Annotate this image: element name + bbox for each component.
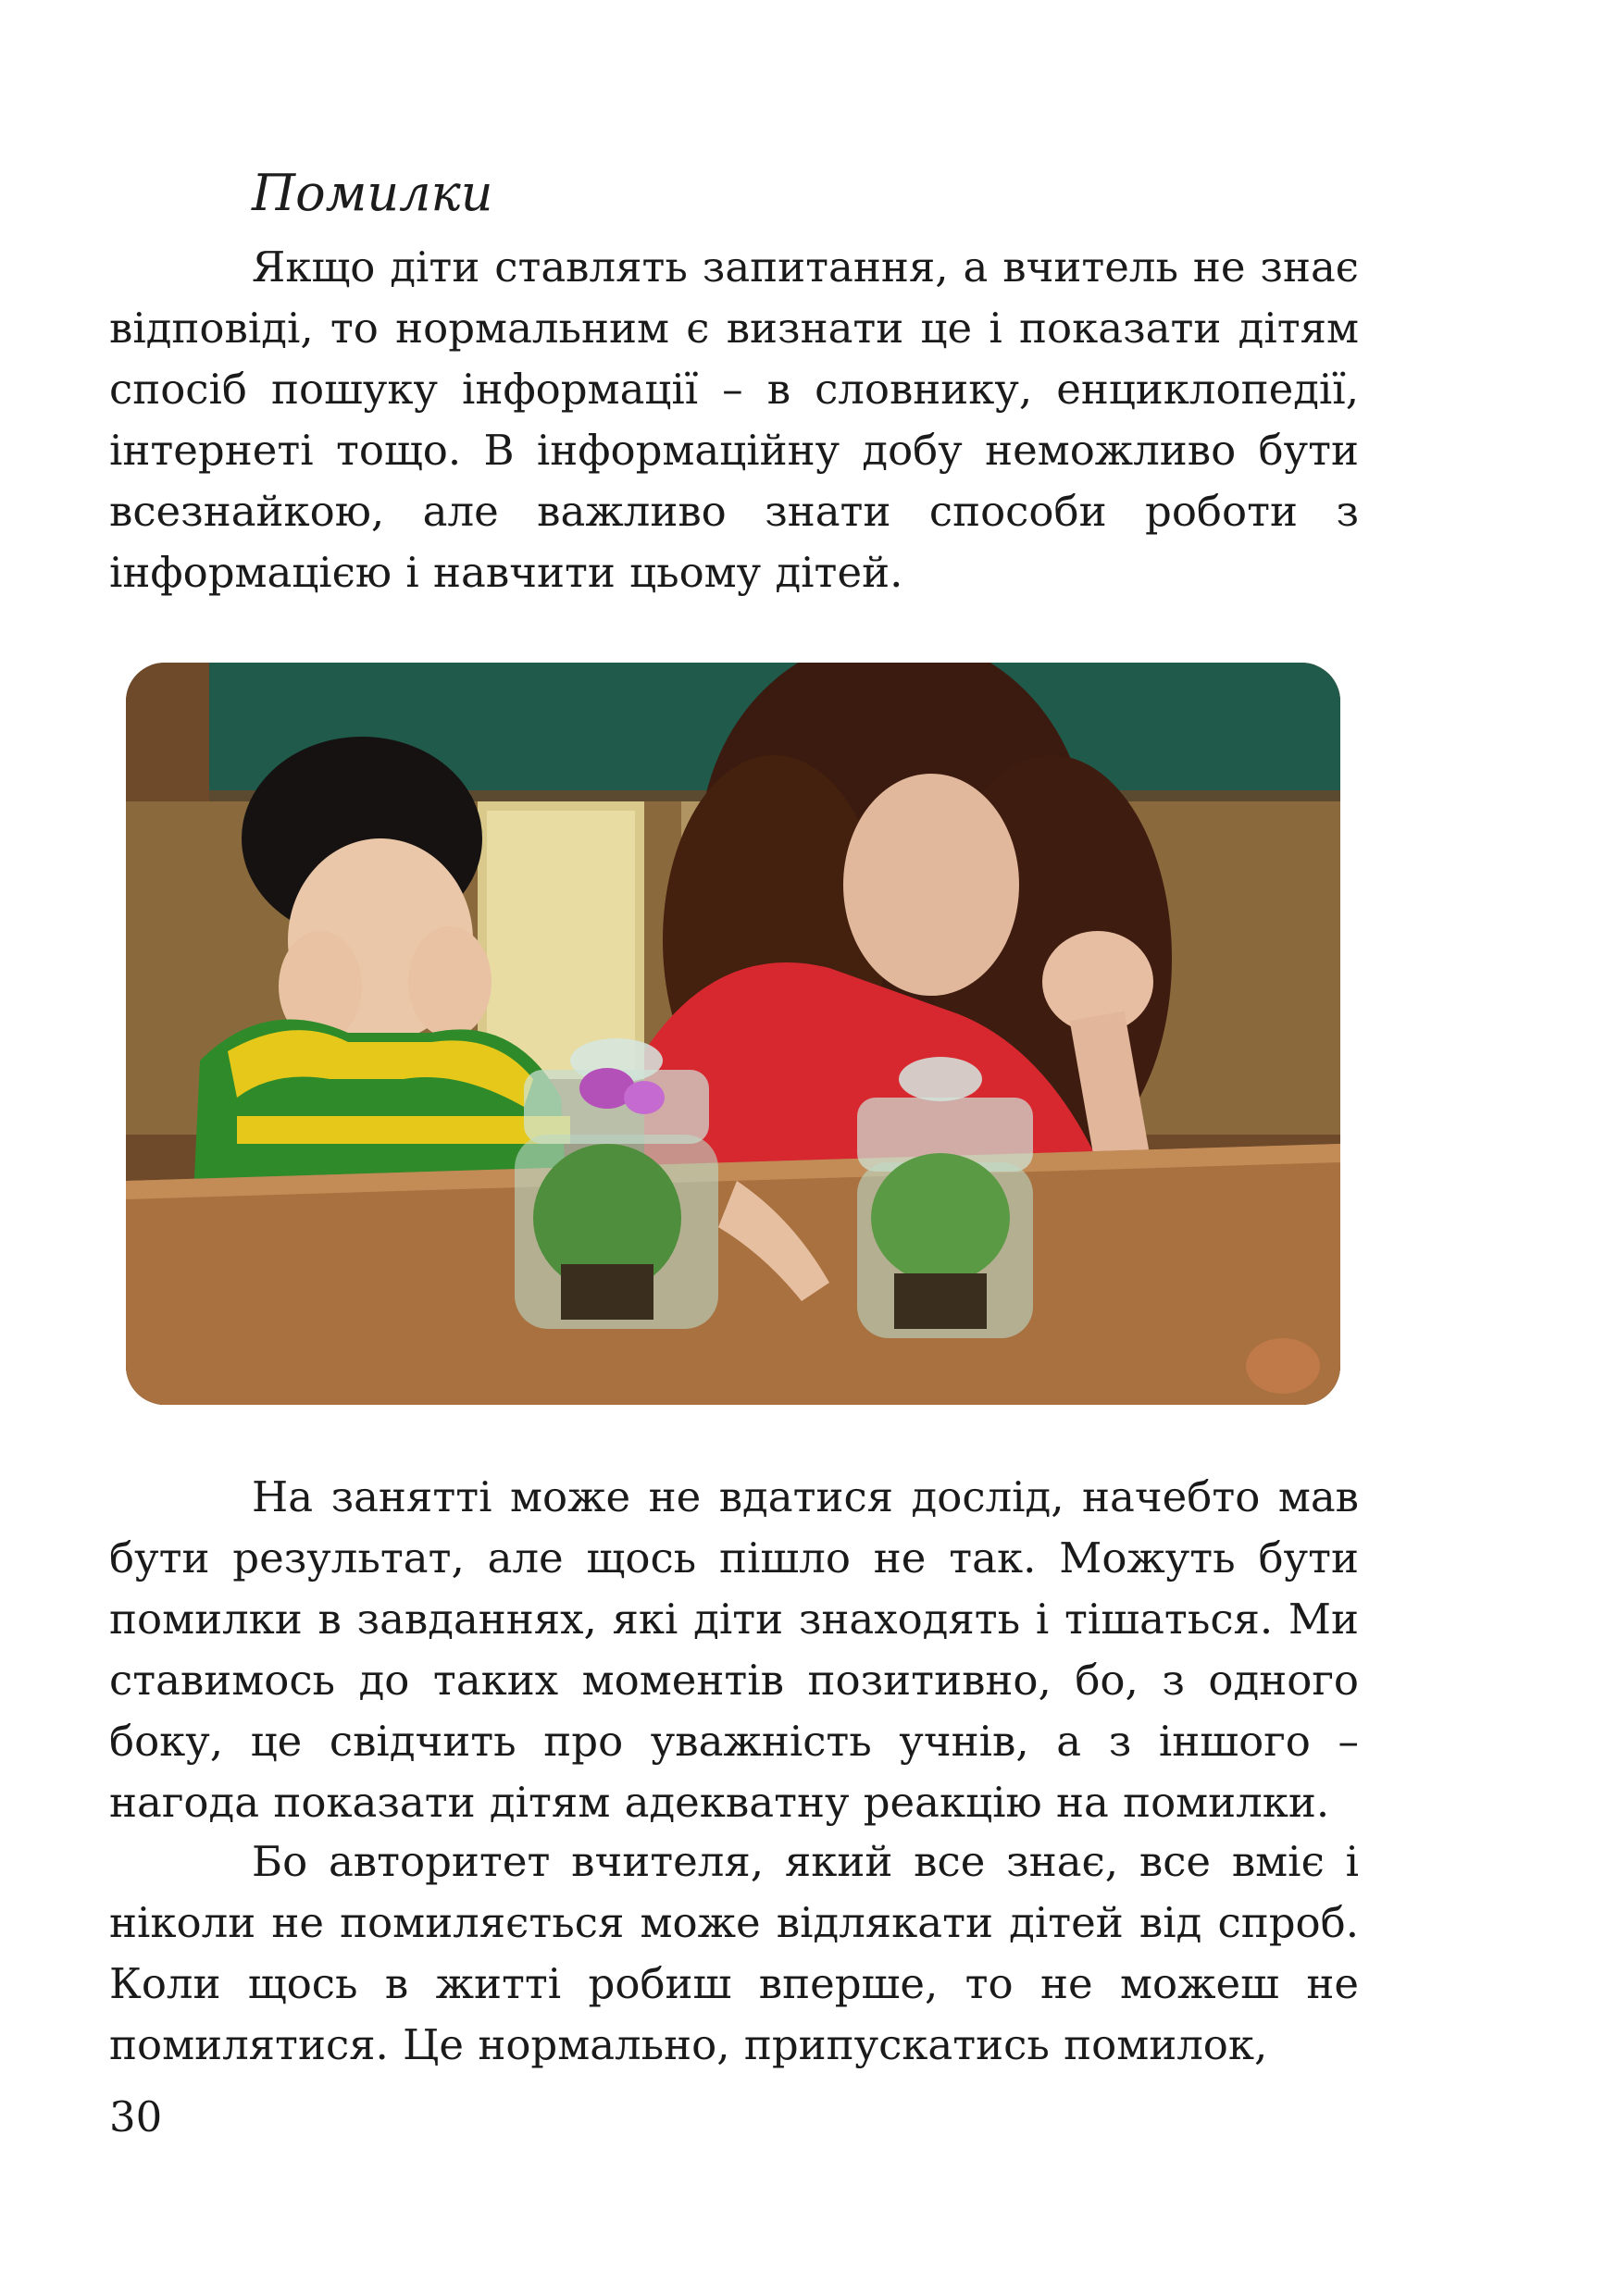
section-heading: Помилки [252,164,493,222]
paragraph-3: Бо авторитет вчителя, який все знає, все вміє і ніколи не помиляється може відлякати дітей від спроб. Коли щось в житті робиш вперше, то не можеш не помилятися. Це нормально, припускатись помилок, [109,1837,1359,2069]
page-number: 30 [109,2092,163,2141]
paragraph-2: На занятті може не вдатися дослід, начебто мав бути результат, але щось пішло не так. Можуть бути помилки в завданнях, які діти знаходять і тішаться. Ми ставимось до таких моментів позитивно, бо, з одного боку, це свідчить про уважність учнів, а з іншого – нагода показати дітям адекватну реакцію на помилки. [109,1472,1359,1827]
paragraph-1: Якщо діти ставлять запитання, а вчитель не знає відповіді, то нормальним є визнати це і показати дітям спосіб пошуку інформації – в словнику, енциклопедії, інтернеті тощо. В інформаційну добу неможливо бути всезнайкою, але важливо знати способи роботи з інформацією і навчити цьому дітей. [109,242,1359,597]
classroom-photo [126,663,1340,1405]
